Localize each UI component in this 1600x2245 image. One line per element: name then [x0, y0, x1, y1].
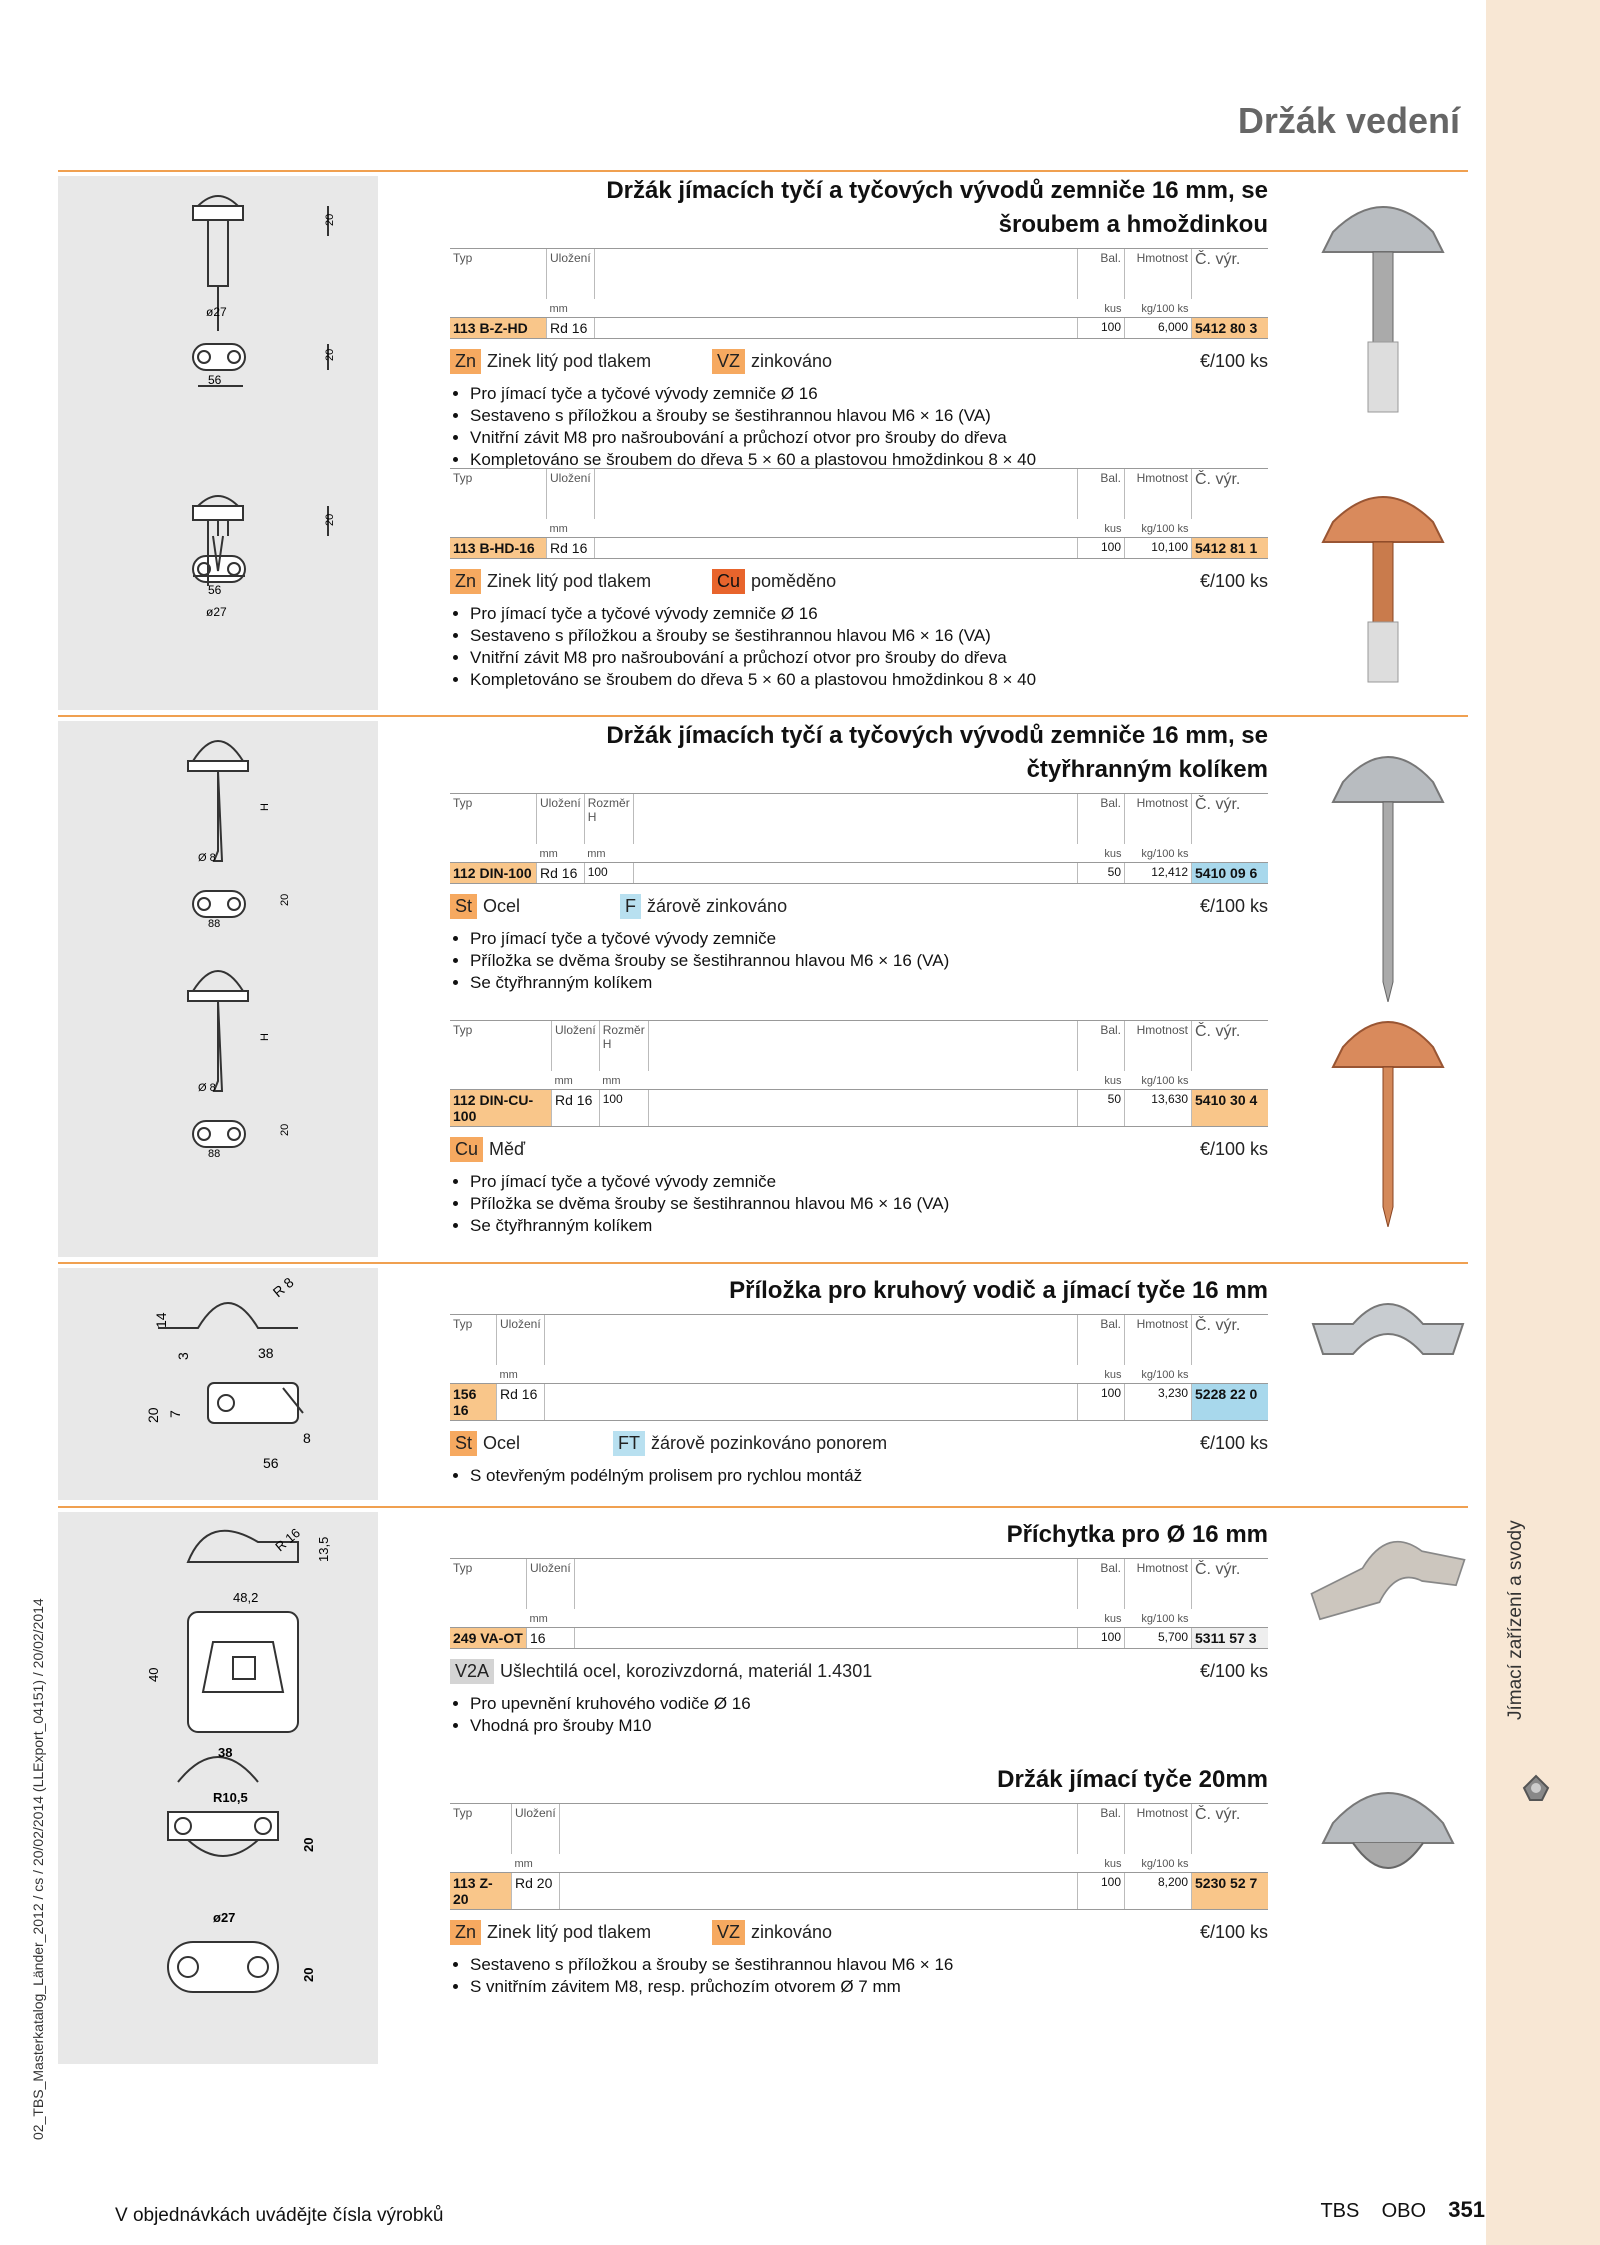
product-title-line1: Držák jímacích tyčí a tyčových vývodů zemniče 16 mm, se [606, 722, 1268, 749]
dim-20-d: 20 [279, 893, 291, 906]
cell-bal: 100 [1078, 1628, 1125, 1649]
side-tab-label [1505, 1660, 1527, 1720]
dim-7: 7 [167, 1410, 183, 1418]
dim-h-b: H [259, 1033, 271, 1041]
unit-mm: mm [514, 1858, 533, 1870]
finish: zinkováno [751, 351, 833, 371]
feature: • Pro jímací tyče a tyčové vývody zemniče Ø 16 [470, 383, 1268, 405]
drawing-clip-plate [58, 1268, 378, 1500]
dim-88-a: 88 [208, 918, 221, 930]
technical-drawing [58, 1268, 378, 1500]
product-photo-249-va-ot [1303, 1526, 1473, 1636]
feature: • S vnitřním závitem M8, resp. průchozím otvorem Ø 7 mm [470, 1976, 1268, 1998]
feature: • Pro upevnění kruhového vodiče Ø 16 [470, 1693, 1268, 1715]
finish-code: FT [613, 1431, 645, 1456]
product-title-line2: šroubem a hmoždinkou [998, 211, 1268, 238]
product-photo-113-b-z-hd [1303, 192, 1473, 422]
material: Ocel [483, 896, 521, 916]
feature-list [450, 1465, 1268, 1487]
dim-38-b: 38 [218, 1745, 233, 1760]
product-title: Držák jímací tyče 20mm [997, 1766, 1268, 1793]
cell-hmotnost: 6,000 [1125, 318, 1192, 339]
unit-kus: kus [1104, 1369, 1122, 1381]
cell-cv: 5410 30 4 [1192, 1090, 1269, 1127]
material: Zinek litý pod tlakem [487, 1922, 652, 1942]
material-code: V2A [450, 1659, 494, 1684]
material-row [450, 1920, 1268, 1950]
finish: poměděno [751, 571, 837, 591]
dim-38: 38 [258, 1345, 274, 1361]
cell-typ: 113 B-HD-16 [450, 538, 547, 559]
unit-kus: kus [1104, 1075, 1122, 1087]
material: Zinek litý pod tlakem [487, 571, 652, 591]
drawing-holders [58, 1512, 378, 2064]
material-row [450, 1431, 1268, 1461]
cell-ulozeni: Rd 16 [537, 863, 585, 884]
feature-list [450, 928, 1268, 994]
material-row [450, 569, 1268, 599]
feature: • Kompletováno se šroubem do dřeva 5 × 60 a plastovou hmoždinkou 8 × 40 [470, 449, 1268, 471]
dim-20-g: 20 [301, 1837, 316, 1852]
col-ulozeni: Uložení [537, 794, 585, 845]
unit-mm: mm [549, 303, 568, 315]
col-bal: Bal. [1078, 469, 1125, 520]
product-photo-113-z-20 [1303, 1763, 1473, 1913]
col-ulozeni: Uložení [527, 1559, 575, 1610]
footer-brand-obo: OBO [1381, 2200, 1427, 2222]
spec-table [450, 793, 1268, 884]
col-typ: Typ [450, 1315, 497, 1366]
footer-brand [1320, 2197, 1485, 2223]
dim-56-a: 56 [208, 373, 222, 387]
feature: • Se čtyřhranným kolíkem [470, 972, 1268, 994]
spec-table [450, 1020, 1268, 1127]
feature: • S otevřeným podélným prolisem pro rychlou montáž [470, 1465, 1268, 1487]
unit-kus: kus [1104, 1613, 1122, 1625]
price-unit: €/100 ks [1199, 896, 1268, 916]
product-block-112-din-100 [450, 719, 1268, 994]
finish: žárově pozinkováno ponorem [651, 1433, 888, 1453]
material-code: St [450, 1431, 477, 1456]
spec-table [450, 1314, 1268, 1421]
unit-kg: kg/100 ks [1141, 1369, 1189, 1381]
col-typ: Typ [450, 1804, 512, 1855]
material-row [450, 894, 1268, 924]
product-block-249-va-ot [450, 1518, 1268, 1737]
col-hmotnost: Hmotnost [1125, 1559, 1192, 1610]
col-rozmer [584, 794, 633, 845]
cell-cv: 5412 81 1 [1192, 538, 1269, 559]
cell-hmotnost: 5,700 [1125, 1628, 1192, 1649]
cell-typ: 112 DIN-100 [450, 863, 537, 884]
unit-mm: mm [549, 523, 568, 535]
technical-drawing [58, 176, 378, 710]
col-typ: Typ [450, 1559, 527, 1610]
cell-ulozeni: Rd 16 [547, 318, 595, 339]
unit-kg: kg/100 ks [1141, 1613, 1189, 1625]
col-bal: Bal. [1078, 1804, 1125, 1855]
cell-hmotnost: 3,230 [1125, 1384, 1192, 1421]
cell-bal: 100 [1078, 1873, 1125, 1910]
cell-cv: 5228 22 0 [1192, 1384, 1269, 1421]
dim-20-b: 20 [324, 348, 336, 361]
dim-20-e: 20 [279, 1123, 291, 1136]
material-code: Zn [450, 1920, 481, 1945]
col-hmotnost: Hmotnost [1125, 794, 1192, 845]
feature: • Pro jímací tyče a tyčové vývody zemniče [470, 928, 1268, 950]
col-cv: Č. výr. [1192, 1315, 1269, 1366]
cell-rozmer: 100 [584, 863, 633, 884]
dim-20-c: 20 [324, 513, 336, 526]
dim-20-h: 20 [301, 1967, 316, 1982]
feature: • Kompletováno se šroubem do dřeva 5 × 60 a plastovou hmoždinkou 8 × 40 [470, 669, 1268, 691]
col-rozmer [599, 1021, 648, 1072]
product-block-113-b-z-hd [450, 174, 1268, 471]
unit-kus: kus [1104, 1858, 1122, 1870]
cell-cv: 5311 57 3 [1192, 1628, 1269, 1649]
product-title [450, 174, 1268, 242]
material-code: St [450, 894, 477, 919]
col-typ: Typ [450, 794, 537, 845]
feature-list [450, 1171, 1268, 1237]
unit-mm: mm [602, 1075, 621, 1087]
product-photo-113-b-hd-16 [1303, 482, 1473, 692]
cell-typ: 113 B-Z-HD [450, 318, 547, 339]
col-ulozeni: Uložení [547, 249, 595, 300]
dim-20-f: 20 [145, 1407, 161, 1423]
cell-typ: 156 16 [450, 1384, 497, 1421]
col-cv: Č. výr. [1192, 1804, 1269, 1855]
cell-bal: 100 [1078, 318, 1125, 339]
dim-20-a: 20 [324, 213, 336, 226]
col-typ: Typ [450, 1021, 552, 1072]
col-cv: Č. výr. [1192, 249, 1269, 300]
col-bal: Bal. [1078, 794, 1125, 845]
col-bal: Bal. [1078, 1021, 1125, 1072]
feature-list [450, 383, 1268, 471]
technical-drawing [58, 721, 378, 1257]
cell-rozmer: 100 [599, 1090, 648, 1127]
cell-hmotnost: 8,200 [1125, 1873, 1192, 1910]
spec-table [450, 1803, 1268, 1910]
feature: • Vnitřní závit M8 pro našroubování a průchozí otvor pro šrouby do dřeva [470, 647, 1268, 669]
dim-r16: R 16 [272, 1525, 303, 1555]
unit-kg: kg/100 ks [1141, 848, 1189, 860]
feature: • Vnitřní závit M8 pro našroubování a průchozí otvor pro šrouby do dřeva [470, 427, 1268, 449]
col-bal: Bal. [1078, 249, 1125, 300]
price-unit: €/100 ks [1199, 571, 1268, 591]
product-title [450, 719, 1268, 787]
price-unit: €/100 ks [1199, 351, 1268, 371]
material-row [450, 1137, 1268, 1167]
dim-135: 13,5 [316, 1536, 331, 1562]
product-block-156-16 [450, 1274, 1268, 1487]
dim-r105: R10,5 [213, 1790, 248, 1805]
col-hmotnost: Hmotnost [1125, 469, 1192, 520]
unit-kus: kus [1104, 523, 1122, 535]
side-tab [1486, 0, 1600, 2245]
unit-kus: kus [1104, 848, 1122, 860]
product-photo-112-din-100 [1303, 732, 1473, 1002]
spec-table [450, 1558, 1268, 1649]
unit-mm: mm [529, 1613, 548, 1625]
unit-kg: kg/100 ks [1141, 523, 1189, 535]
col-cv: Č. výr. [1192, 1021, 1269, 1072]
drawing-rod-holder-screw [58, 176, 378, 710]
cell-hmotnost: 13,630 [1125, 1090, 1192, 1127]
col-typ: Typ [450, 469, 547, 520]
cell-cv: 5410 09 6 [1192, 863, 1269, 884]
product-title-line1: Držák jímacích tyčí a tyčových vývodů zemniče 16 mm, se [606, 177, 1268, 204]
dim-27-c: ø27 [213, 1910, 236, 1925]
dim-482: 48,2 [233, 1590, 259, 1605]
finish: zinkováno [751, 1922, 833, 1942]
feature-list [450, 1954, 1268, 1998]
section-holders [58, 1506, 1468, 2068]
feature: • Pro jímací tyče a tyčové vývody zemniče [470, 1171, 1268, 1193]
clamp-icon [1516, 1768, 1556, 1808]
col-rozmer-label: Rozměr [587, 796, 630, 810]
feature: • Vhodná pro šrouby M10 [470, 1715, 1268, 1737]
feature: • Sestaveno s příložkou a šrouby se šestihrannou hlavou M6 × 16 (VA) [470, 405, 1268, 427]
product-photo-112-din-cu-100 [1303, 997, 1473, 1227]
cell-cv: 5230 52 7 [1192, 1873, 1269, 1910]
col-cv: Č. výr. [1192, 469, 1269, 520]
col-bal: Bal. [1078, 1315, 1125, 1366]
finish: žárově zinkováno [647, 896, 788, 916]
drawing-rod-holder-spike [58, 721, 378, 1257]
col-ulozeni: Uložení [552, 1021, 600, 1072]
feature: • Se čtyřhranným kolíkem [470, 1215, 1268, 1237]
material: Ušlechtilá ocel, korozivzdorná, materiál 1.4301 [500, 1661, 873, 1681]
footer-note: V objednávkách uvádějte čísla výrobků [115, 2205, 444, 2226]
dim-14: 14 [153, 1312, 169, 1328]
cell-ulozeni: Rd 16 [497, 1384, 545, 1421]
page-number: 351 [1448, 2197, 1485, 2222]
unit-mm: mm [587, 848, 606, 860]
unit-mm: mm [499, 1369, 518, 1381]
product-title-line2: čtyřhranným kolíkem [1026, 756, 1268, 783]
cell-bal: 100 [1078, 1384, 1125, 1421]
finish-code: VZ [712, 1920, 745, 1945]
finish-code: F [620, 894, 641, 919]
spec-table [450, 248, 1268, 339]
price-unit: €/100 ks [1199, 1433, 1268, 1453]
dim-40: 40 [146, 1667, 161, 1682]
cell-cv: 5412 80 3 [1192, 318, 1269, 339]
col-hmotnost: Hmotnost [1125, 1315, 1192, 1366]
col-rozmer-h: H [587, 810, 597, 824]
footer-brand-tbs: TBS [1320, 2200, 1360, 2222]
material: Měď [489, 1139, 526, 1159]
section-clip-plate [58, 1262, 1468, 1504]
dim-8: 8 [303, 1430, 311, 1446]
feature-list [450, 1693, 1268, 1737]
col-cv: Č. výr. [1192, 794, 1269, 845]
feature: • Příložka se dvěma šrouby se šestihrannou hlavou M6 × 16 (VA) [470, 1193, 1268, 1215]
cell-hmotnost: 12,412 [1125, 863, 1192, 884]
material-row [450, 349, 1268, 379]
col-cv: Č. výr. [1192, 1559, 1269, 1610]
unit-kg: kg/100 ks [1141, 303, 1189, 315]
unit-kus: kus [1104, 303, 1122, 315]
dim-27-b: ø27 [206, 605, 227, 619]
feature: • Sestaveno s příložkou a šrouby se šestihrannou hlavou M6 × 16 (VA) [470, 625, 1268, 647]
material-code: Zn [450, 569, 481, 594]
catalog-meta: 02_TBS_Masterkatalog_Länder_2012 / cs / 20/02/2014 (LLExport_04151) / 20/02/2014 [30, 1598, 46, 2140]
cell-typ: 112 DIN-CU-100 [450, 1090, 552, 1127]
dim-56-c: 56 [263, 1455, 279, 1471]
material-row [450, 1659, 1268, 1689]
col-bal: Bal. [1078, 1559, 1125, 1610]
col-hmotnost: Hmotnost [1125, 1021, 1192, 1072]
finish-code: Cu [712, 569, 745, 594]
feature: • Příložka se dvěma šrouby se šestihrannou hlavou M6 × 16 (VA) [470, 950, 1268, 972]
cell-ulozeni: 16 [527, 1628, 575, 1649]
col-rozmer-label: Rozměr [602, 1023, 645, 1037]
cell-ulozeni: Rd 20 [512, 1873, 560, 1910]
cell-bal: 50 [1078, 1090, 1125, 1127]
cell-bal: 100 [1078, 538, 1125, 559]
feature: • Sestaveno s příložkou a šrouby se šestihrannou hlavou M6 × 16 [470, 1954, 1268, 1976]
dim-r8: R 8 [269, 1274, 297, 1301]
col-ulozeni: Uložení [547, 469, 595, 520]
product-block-112-din-cu-100 [450, 1020, 1268, 1237]
col-ulozeni: Uložení [512, 1804, 560, 1855]
col-hmotnost: Hmotnost [1125, 249, 1192, 300]
dim-27-a: ø27 [206, 305, 227, 319]
col-typ: Typ [450, 249, 547, 300]
finish-code: VZ [712, 349, 745, 374]
dim-h-a: H [259, 803, 271, 811]
material: Ocel [483, 1433, 521, 1453]
feature-list [450, 603, 1268, 691]
material-code: Cu [450, 1137, 483, 1162]
cell-bal: 50 [1078, 863, 1125, 884]
material-code: Zn [450, 349, 481, 374]
product-block-113-z-20 [450, 1763, 1268, 1998]
dim-8-a: Ø 8 [198, 852, 216, 864]
technical-drawing [58, 1512, 378, 2064]
product-title: Příložka pro kruhový vodič a jímací tyče 16 mm [729, 1277, 1268, 1304]
dim-3: 3 [175, 1352, 191, 1360]
spec-table [450, 468, 1268, 559]
dim-56-b: 56 [208, 583, 222, 597]
section-rod-holder-screw [58, 170, 1468, 712]
product-photo-156-16 [1303, 1284, 1473, 1374]
unit-kg: kg/100 ks [1141, 1858, 1189, 1870]
dim-88-b: 88 [208, 1148, 221, 1160]
section-rod-holder-spike [58, 715, 1468, 1262]
cell-typ: 249 VA-OT [450, 1628, 527, 1649]
price-unit: €/100 ks [1199, 1922, 1268, 1942]
unit-mm: mm [554, 1075, 573, 1087]
dim-8-b: Ø 8 [198, 1082, 216, 1094]
cell-typ: 113 Z-20 [450, 1873, 512, 1910]
cell-ulozeni: Rd 16 [552, 1090, 600, 1127]
unit-kg: kg/100 ks [1141, 1075, 1189, 1087]
unit-mm: mm [539, 848, 558, 860]
cell-hmotnost: 10,100 [1125, 538, 1192, 559]
col-hmotnost: Hmotnost [1125, 1804, 1192, 1855]
col-ulozeni: Uložení [497, 1315, 545, 1366]
col-rozmer-h: H [602, 1037, 612, 1051]
price-unit: €/100 ks [1199, 1139, 1268, 1159]
cell-ulozeni: Rd 16 [547, 538, 595, 559]
feature: • Pro jímací tyče a tyčové vývody zemniče Ø 16 [470, 603, 1268, 625]
product-title: Příchytka pro Ø 16 mm [1006, 1521, 1268, 1548]
material: Zinek litý pod tlakem [487, 351, 652, 371]
price-unit: €/100 ks [1199, 1661, 1268, 1681]
product-block-113-b-hd-16 [450, 468, 1268, 691]
page-title: Držák vedení [1237, 100, 1460, 141]
